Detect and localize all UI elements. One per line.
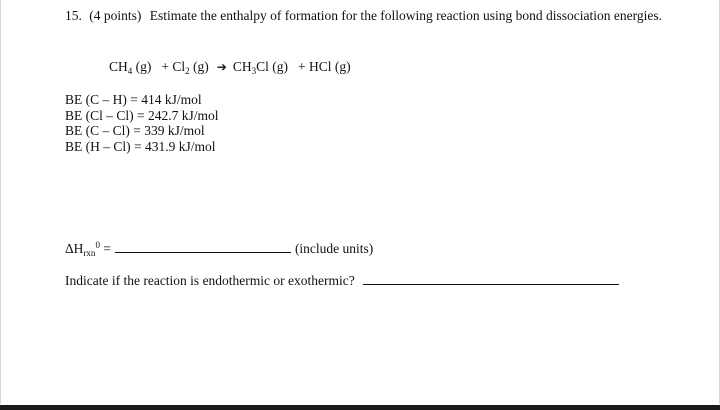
product-chloromethane: $CH_3Cl$ (g) — [232, 59, 288, 76]
bond-energy-row: BE (C – Cl) = 339 kJ/mol — [65, 123, 205, 138]
endo-exo-answer-blank[interactable] — [363, 272, 619, 285]
bottom-border — [0, 405, 720, 410]
reactant-chlorine: $Cl_2$ (g) — [172, 59, 209, 76]
question-prompt: Estimate the enthalpy of formation for the following reaction using bond dissociation energies. — [149, 8, 663, 23]
question-text — [65, 8, 675, 24]
equals-sign: = — [103, 241, 111, 256]
enthalpy-answer-blank[interactable] — [115, 240, 291, 253]
bond-energy-row: BE (C – H) = 414 kJ/mol — [65, 92, 202, 107]
reaction-equation — [109, 59, 351, 75]
reactant-methane: $CH_4$ (g) — [109, 59, 152, 76]
question-points: (4 points) — [89, 8, 142, 23]
bond-energy-list — [65, 92, 219, 154]
enthalpy-answer-line — [65, 240, 373, 257]
endo-exo-question: Indicate if the reaction is endothermic or exothermic? — [65, 273, 355, 288]
bond-energy-row: BE (Cl – Cl) = 242.7 kJ/mol — [65, 107, 219, 123]
plus-sign: + — [161, 59, 170, 74]
enthalpy-symbol: $\Delta H_{rxn}^0$ — [65, 240, 100, 258]
bond-energy-row: BE (H – Cl) = 431.9 kJ/mol — [65, 138, 216, 154]
product-hcl: HCl (g) — [308, 59, 351, 74]
reaction-arrow-icon: ➔ — [216, 60, 227, 74]
units-hint: (include units) — [294, 241, 374, 256]
endo-exo-question-line — [65, 272, 619, 289]
question-number: 15. — [65, 8, 82, 23]
plus-sign: + — [297, 59, 306, 74]
